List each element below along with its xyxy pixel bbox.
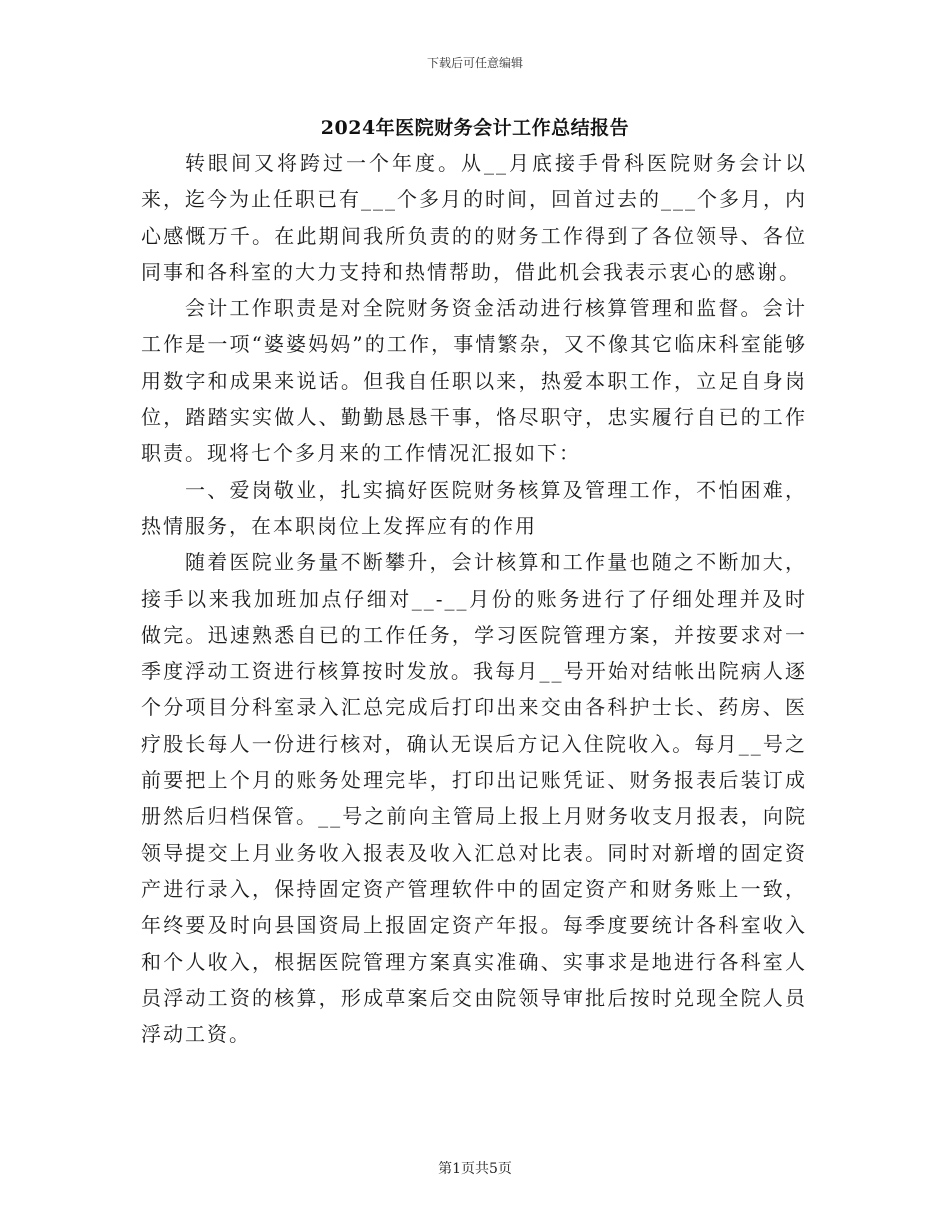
- document-title: 2024年医院财务会计工作总结报告: [320, 117, 630, 139]
- page-number: 第1页共5页: [438, 1161, 512, 1177]
- paragraph-intro: 转眼间又将跨过一个年度。从__月底接手骨科医院财务会计以来，迄今为止任职已有___个多月的时间，回首过去的___个多月，内心感慨万千。在此期间我所负责的的财务工作得到了各位领导、各位同事和各科室的大力支持和热情帮助，借此机会我表示衷心的感谢。: [141, 151, 807, 284]
- paragraph-duties: 会计工作职责是对全院财务资金活动进行核算管理和监督。会计工作是一项“婆婆妈妈”的工作，事情繁杂，又不像其它临床科室能够用数字和成果来说话。但我自任职以来，热爱本职工作，立足自身岗位，踏踏实实做人、勤勤恳恳干事，恪尽职守，忠实履行自已的工作职责。现将七个多月来的工作情况汇报如下：: [141, 296, 807, 466]
- document-body: [141, 145, 807, 1052]
- page-header-note: 下载后可任意编辑: [426, 56, 523, 70]
- paragraph-work-details: 随着医院业务量不断攀升，会计核算和工作量也随之不断加大，接手以来我加班加点仔细对__-__月份的账务进行了仔细处理并及时做完。迅速熟悉自已的工作任务，学习医院管理方案，并按要求对一季度浮动工资进行核算按时发放。我每月__号开始对结帐出院病人逐个分项目分科室录入汇总完成后打印出来交由各科护士长、药房、医疗股长每人一份进行核对，确认无误后方记入住院收入。每月__号之前要把上个月的账务处理完毕，打印出记账凭证、财务报表后装订成册然后归档保管。__号之前向主管局上报上月财务收支月报表，向院领导提交上月业务收入报表及收入汇总对比表。同时对新增的固定资产进行录入，保持固定资产管理软件中的固定资产和财务账上一致，年终要及时向县国资局上报固定资产年报。每季度要统计各科室收入和个人收入，根据医院管理方案真实准确、实事求是地进行各科室人员浮动工资的核算，形成草案后交由院领导审批后按时兑现全院人员浮动工资。: [141, 550, 807, 1047]
- section-heading-1: 一、爱岗敬业，扎实搞好医院财务核算及管理工作，不怕困难，热情服务，在本职岗位上发挥应有的作用: [141, 477, 807, 538]
